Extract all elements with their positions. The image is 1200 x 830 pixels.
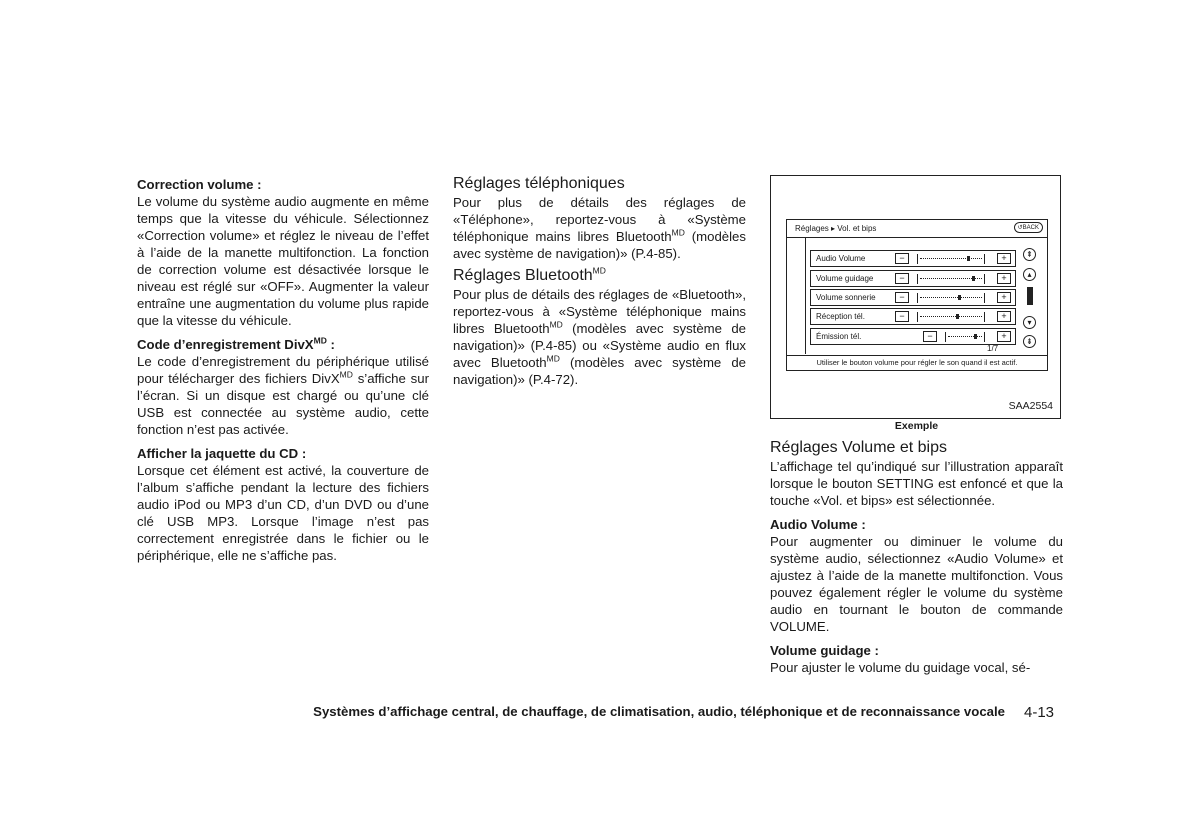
paragraph-correction-volume: Le volume du système audio augmente en même temps que la vitesse du véhicule. Sélectionnez «Correction volume» et réglez le niveau de l’effet à l’aide de la manette multifonction. La fonction de correction volume est désactivée lorsque le niveau est réglé sur «OFF». Augmenter la valeur entraîne une augmentation du volume plus rapide que la vitesse du véhicule. [137,194,429,328]
setting-row[interactable] [810,250,1016,267]
decrease-button[interactable]: − [923,331,937,342]
volume-level-knob[interactable] [967,256,970,261]
setting-row-label: Volume sonnerie [816,293,876,302]
volume-level-bar[interactable] [945,332,985,342]
page-indicator: 1/7 [987,344,999,353]
volume-level-bar[interactable] [917,293,985,303]
paragraph-volume: L’affichage tel qu’indiqué sur l’illustration apparaît lorsque le bouton SETTING est enfoncé et que la touche «Vol. et bips» est sélectionnée. [770,459,1063,508]
setting-row[interactable] [810,328,1016,345]
increase-button[interactable]: + [997,273,1011,284]
heading-correction-volume: Correction volume : [137,177,262,192]
screen-title: Réglages ▸ Vol. et bips [795,224,877,233]
setting-row[interactable] [810,289,1016,306]
volume-level-bar[interactable] [917,274,985,284]
increase-button[interactable]: + [997,311,1011,322]
volume-level-knob[interactable] [974,334,977,339]
screen-footer-hint: Utiliser le bouton volume pour régler le son quand il est actif. [787,355,1047,370]
left-column [137,176,429,564]
volume-settings-screen [786,219,1048,371]
setting-row[interactable] [810,270,1016,287]
page-number: 4-13 [1024,704,1055,721]
heading-divx: Code d’enregistrement DivX$^{MD}$ : [137,335,335,352]
increase-button[interactable]: + [997,292,1011,303]
scroll-top-icon[interactable]: ⇞ [1023,248,1036,261]
settings-figure [770,175,1061,419]
paragraph-audio-volume: Pour augmenter ou diminuer le volume du système audio, sélectionnez «Audio Volume» et ajustez à l’aide de la manette multifonction. Vous pouvez également régler le volume du système audio en tournant le bouton de commande VOLUME. [770,534,1063,634]
decrease-button[interactable]: − [895,292,909,303]
increase-button[interactable]: + [997,253,1011,264]
section-title-telephone: Réglages téléphoniques [453,175,625,192]
heading-cd-cover: Afficher la jaquette du CD : [137,446,307,461]
page-footer-title: Systèmes d’affichage central, de chauffage, de climatisation, audio, téléphonique et de reconnaissance vocale [313,704,1005,719]
paragraph-bluetooth: Pour plus de détails des réglages de «Bluetooth», reportez-vous à «Système téléphonique mains libres Bluetooth$^{MD}$ (modèles avec système de navigation)» (P.4-85) ou «Système audio en flux avec Bluetooth$^{MD}$ (modèles avec système de navigation)» (P.4-72). [453,287,746,387]
setting-row[interactable] [810,308,1016,325]
middle-column [453,174,746,388]
menu-arc [791,238,806,354]
volume-level-knob[interactable] [972,276,975,281]
scroll-bottom-icon[interactable]: ⇟ [1023,335,1036,348]
scroll-down-icon[interactable]: ▾ [1023,316,1036,329]
section-title-bluetooth: Réglages Bluetooth$^{MD}$ [453,265,606,284]
setting-row-label: Audio Volume [816,254,866,263]
figure-code: SAA2554 [1008,400,1053,412]
section-title-volume: Réglages Volume et bips [770,439,947,456]
paragraph-cd-cover: Lorsque cet élément est activé, la couverture de l’album s’affiche pendant la lecture des fichiers audio iPod ou MP3 d’un CD, d’un DVD ou d’une clé USB MP3. Lorsque l’image n’est pas correctement enregistrée dans le fichier ou le périphérique, elle ne s’affiche pas. [137,463,429,563]
figure-caption: Exemple [894,420,939,432]
paragraph-telephone: Pour plus de détails des réglages de «Téléphone», reportez-vous à «Système téléphonique mains libres Bluetooth$^{MD}$ (modèles avec système de navigation)» (P.4-85). [453,195,746,261]
scroll-up-icon[interactable]: ▴ [1023,268,1036,281]
paragraph-divx: Le code d’enregistrement du périphérique utilisé pour télécharger des fichiers DivX$^{MD}$ s’affiche sur l’écran. Si un disque est chargé ou qu’une clé USB est connectée au système audio, cette fonction n’est pas activée. [137,354,430,437]
decrease-button[interactable]: − [895,311,909,322]
heading-audio-volume: Audio Volume : [770,517,866,532]
setting-row-label: Réception tél. [816,312,865,321]
heading-volume-guidage: Volume guidage : [770,643,879,658]
decrease-button[interactable]: − [895,253,909,264]
screen-header [787,220,1047,238]
volume-level-knob[interactable] [956,314,959,319]
volume-level-bar[interactable] [917,254,985,264]
back-button[interactable]: ↺BACK [1014,222,1043,233]
right-column [770,438,1063,676]
decrease-button[interactable]: − [895,273,909,284]
volume-level-knob[interactable] [958,295,961,300]
setting-row-label: Volume guidage [816,274,874,283]
increase-button[interactable]: + [997,331,1011,342]
paragraph-volume-guidage: Pour ajuster le volume du guidage vocal, sé- [770,660,1031,675]
scrollbar-thumb[interactable] [1027,287,1033,305]
volume-level-bar[interactable] [917,312,985,322]
setting-row-label: Émission tél. [816,332,862,341]
